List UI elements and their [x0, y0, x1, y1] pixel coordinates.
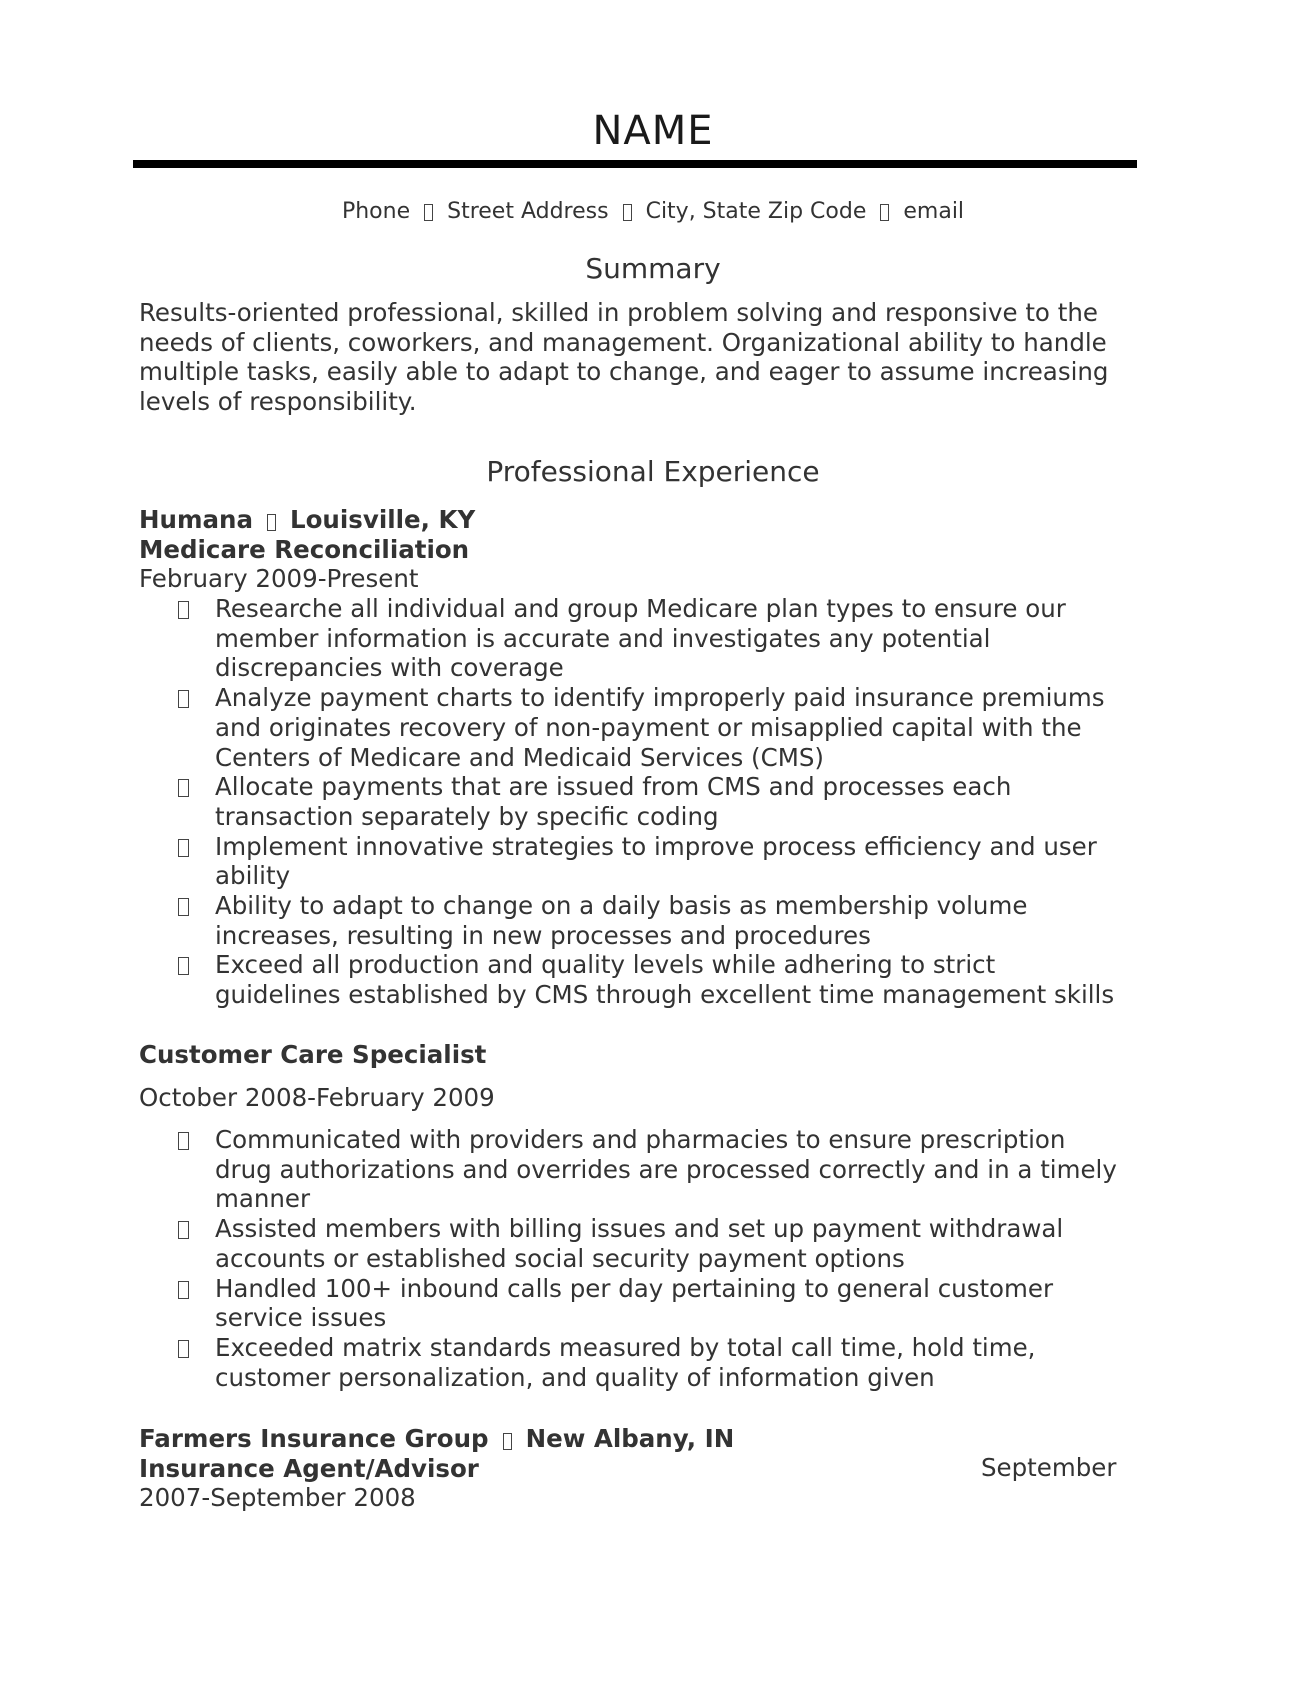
bullet-text: member information is accurate and investigates any potential — [215, 623, 991, 653]
summary-line: needs of clients, coworkers, and management. Organizational ability to handle — [139, 327, 1107, 357]
humana-bullet-list — [139, 594, 1169, 1010]
separator-icon — [880, 204, 889, 221]
job-title: Medicare Reconciliation — [139, 534, 470, 564]
bullet-text: Researche all individual and group Medicare plan types to ensure our — [215, 594, 1066, 623]
bullet-text: transaction separately by specific coding — [215, 801, 719, 831]
list-item — [139, 1333, 1169, 1392]
list-item — [139, 1274, 1169, 1333]
summary-line: Results-oriented professional, skilled in problem solving and responsive to the — [139, 298, 1098, 327]
list-item — [139, 950, 1169, 1009]
list-item — [139, 891, 1169, 950]
bullet-icon — [178, 839, 189, 857]
company-name: Farmers Insurance Group — [139, 1424, 489, 1453]
separator-icon — [267, 514, 276, 531]
bullet-icon — [178, 601, 189, 619]
bullet-text: customer personalization, and quality of information given — [215, 1362, 935, 1392]
list-item — [139, 1125, 1169, 1214]
job-title: Insurance Agent/Advisor — [139, 1453, 479, 1483]
bullet-text: guidelines established by CMS through excellent time management skills — [215, 980, 1115, 1010]
separator-icon — [623, 204, 632, 221]
bullet-icon — [178, 690, 189, 708]
bullet-text: drug authorizations and overrides are processed correctly and in a timely — [215, 1154, 1117, 1184]
bullet-text: Analyze payment charts to identify improperly paid insurance premiums — [215, 683, 1105, 713]
bullet-text: increases, resulting in new processes and procedures — [215, 920, 871, 950]
summary-heading: Summary — [585, 252, 721, 285]
job-dates-end: 2007-September 2008 — [139, 1483, 416, 1512]
bullet-text: Handled 100+ inbound calls per day pertaining to general customer — [215, 1273, 1054, 1303]
company-location: New Albany, IN — [525, 1424, 735, 1453]
bullet-icon — [178, 957, 189, 975]
bullet-icon — [178, 779, 189, 797]
company-location: Louisville, KY — [289, 505, 476, 534]
contact-email: email — [903, 199, 965, 224]
bullet-text: Assisted members with billing issues and set up payment withdrawal — [215, 1214, 1064, 1244]
contact-phone: Phone — [341, 199, 411, 224]
list-item — [139, 772, 1169, 831]
customer-care-dates: October 2008-February 2009 — [139, 1083, 495, 1112]
contact-city-state-zip: City, State Zip Code — [645, 199, 867, 224]
job-dates: February 2009-Present — [139, 564, 419, 593]
name-divider — [133, 160, 1137, 168]
bullet-text: ability — [215, 861, 291, 891]
bullet-text: Allocate payments that are issued from CMS and processes each — [215, 772, 1012, 802]
bullet-text: Ability to adapt to change on a daily basis as membership volume — [215, 891, 1028, 921]
company-name: Humana — [139, 505, 253, 534]
bullet-text: Communicated with providers and pharmacies to ensure prescription — [215, 1125, 1066, 1154]
experience-heading: Professional Experience — [486, 455, 820, 488]
separator-icon — [424, 204, 433, 221]
bullet-text: discrepancies with coverage — [215, 653, 564, 683]
bullet-text: and originates recovery of non-payment or misapplied capital with the — [215, 712, 1082, 742]
job-dates-start: September — [981, 1453, 1117, 1482]
summary-line: multiple tasks, easily able to adapt to change, and eager to assume increasing — [139, 357, 1109, 386]
bullet-text: Exceed all production and quality levels while adhering to strict — [215, 950, 996, 980]
bullet-text: accounts or established social security payment options — [215, 1243, 905, 1273]
bullet-icon — [178, 898, 189, 916]
humana-header — [139, 505, 1169, 594]
list-item — [139, 594, 1169, 683]
bullet-icon — [178, 1132, 189, 1150]
bullet-text: Exceeded matrix standards measured by total call time, hold time, — [215, 1332, 1036, 1362]
list-item — [139, 832, 1169, 891]
contact-street-address: Street Address — [447, 199, 609, 224]
resume-name: NAME — [592, 108, 714, 154]
separator-icon — [503, 1433, 512, 1450]
list-item — [139, 683, 1169, 772]
bullet-icon — [178, 1221, 189, 1239]
customer-care-title: Customer Care Specialist — [139, 1040, 487, 1069]
contact-line — [0, 197, 1306, 227]
bullet-text: Centers of Medicare and Medicaid Services (CMS) — [215, 742, 824, 772]
humana-company-line — [139, 505, 1169, 535]
bullet-icon — [178, 1340, 189, 1358]
bullet-text: manner — [215, 1184, 311, 1214]
bullet-icon — [178, 1281, 189, 1299]
farmers-company-line — [139, 1424, 1169, 1454]
summary-text — [139, 298, 1169, 416]
summary-line: levels of responsibility. — [139, 386, 417, 416]
bullet-text: Implement innovative strategies to improve process efficiency and user — [215, 831, 1097, 861]
list-item — [139, 1214, 1169, 1273]
customer-care-bullet-list — [139, 1125, 1169, 1392]
bullet-text: service issues — [215, 1303, 387, 1333]
